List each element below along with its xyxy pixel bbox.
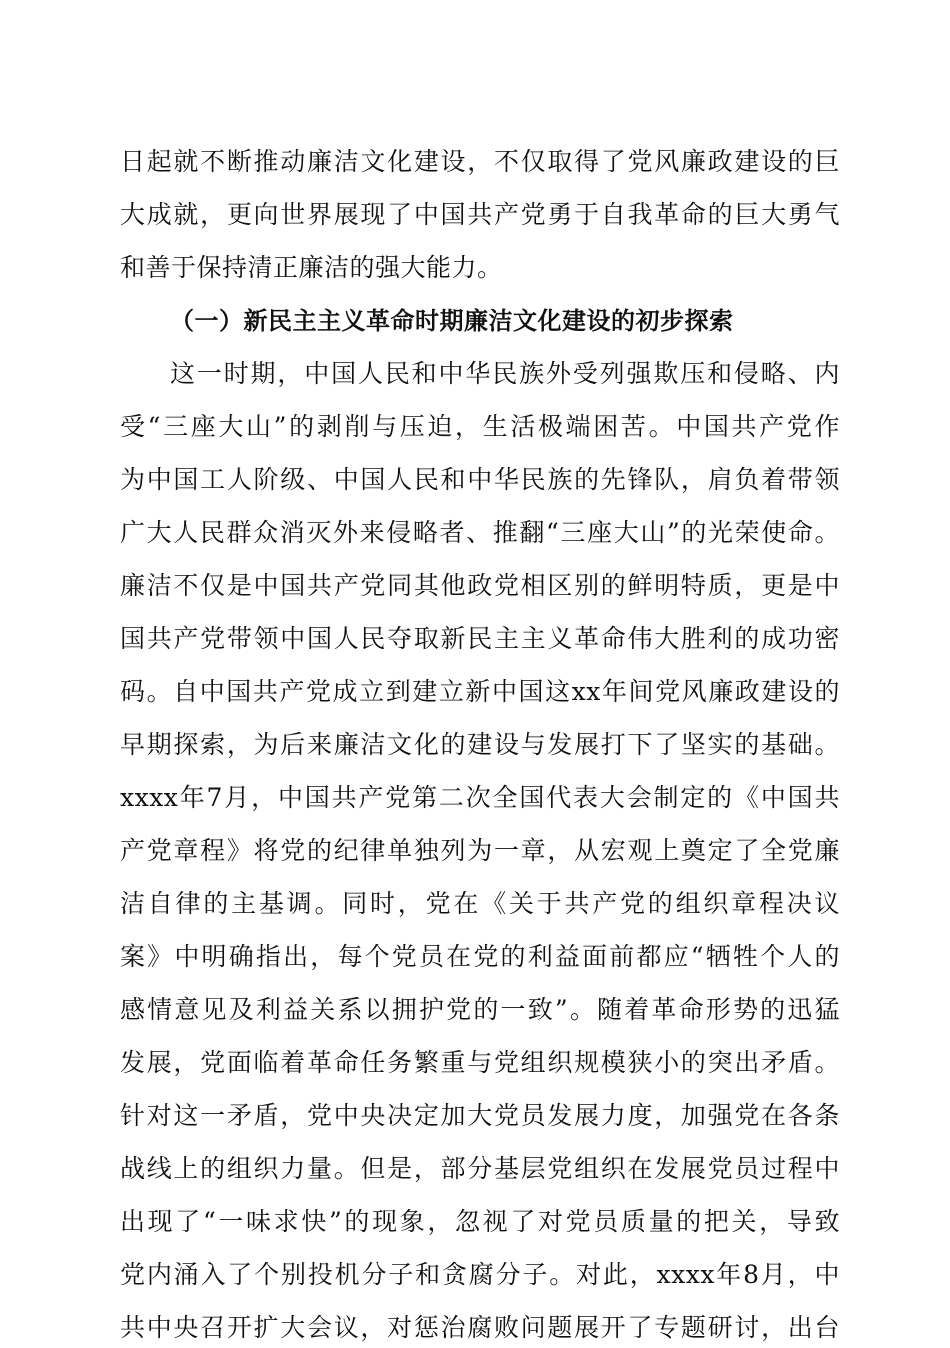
body-line: 针对这一矛盾，党中央决定加大党员发展力度，加强党在各条 [120,1101,840,1130]
body-line: 码。自中国共产党成立到建立新中国这xx年间党风廉政建设的 [120,677,840,706]
body-line: 廉洁不仅是中国共产党同其他政党相区别的鲜明特质，更是中 [120,571,840,600]
body-line: 国共产党带领中国人民夺取新民主主义革命伟大胜利的成功密 [120,624,840,653]
intro-line: 和善于保持清正廉洁的强大能力。 [120,253,503,282]
intro-line: 大成就，更向世界展现了中国共产党勇于自我革命的巨大勇气 [120,200,840,229]
body-line: 案》中明确指出，每个党员在党的利益面前都应“牺牲个人的 [120,942,840,971]
body-line: 党内涌入了个别投机分子和贪腐分子。对此，xxxx年8月，中 [120,1260,840,1289]
intro-line: 日起就不断推动廉洁文化建设，不仅取得了党风廉政建设的巨 [120,147,840,176]
section-heading: （一）新民主主义革命时期廉洁文化建设的初步探索 [170,307,734,335]
body-line: 洁自律的主基调。同时，党在《关于共产党的组织章程决议 [120,889,840,918]
body-line: 产党章程》将党的纪律单独列为一章，从宏观上奠定了全党廉 [120,836,840,865]
body-line: 受“三座大山”的剥削与压迫，生活极端困苦。中国共产党作 [120,412,840,441]
body-line: 战线上的组织力量。但是，部分基层党组织在发展党员过程中 [120,1154,840,1183]
body-line: 为中国工人阶级、中国人民和中华民族的先锋队，肩负着带领 [120,465,840,494]
body-line: 这一时期，中国人民和中华民族外受列强欺压和侵略、内 [170,359,840,388]
body-line: 早期探索，为后来廉洁文化的建设与发展打下了坚实的基础。 [120,730,840,759]
body-line: 出现了“一味求快”的现象，忽视了对党员质量的把关，导致 [120,1207,840,1236]
body-line: 共中央召开扩大会议，对惩治腐败问题展开了专题研讨，出台 [120,1313,840,1342]
body-line: 感情意见及利益关系以拥护党的一致”。随着革命形势的迅猛 [120,995,840,1024]
body-line: 广大人民群众消灭外来侵略者、推翻“三座大山”的光荣使命。 [120,518,840,547]
body-line: 发展，党面临着革命任务繁重与党组织规模狭小的突出矛盾。 [120,1048,840,1077]
body-line: xxxx年7月，中国共产党第二次全国代表大会制定的《中国共 [120,783,840,812]
